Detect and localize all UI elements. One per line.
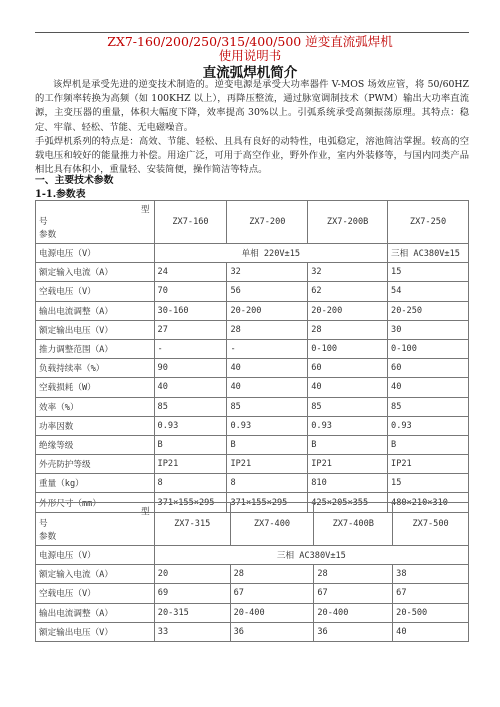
row-label: 电源电压（V） bbox=[36, 244, 155, 263]
table-row bbox=[36, 378, 469, 397]
row-label: 空载电压（V） bbox=[36, 282, 155, 301]
cell-value: 0-100 bbox=[308, 339, 388, 358]
table-row bbox=[36, 397, 469, 416]
table-row bbox=[36, 603, 469, 622]
cell-value: 30-160 bbox=[154, 301, 227, 320]
cell-value: IP21 bbox=[308, 455, 388, 474]
table-row bbox=[36, 301, 469, 320]
cell-value: 40 bbox=[388, 378, 469, 397]
row-label: 功率因数 bbox=[36, 416, 155, 435]
cell-value: 24 bbox=[154, 263, 227, 282]
table-body bbox=[36, 263, 469, 512]
subsection-heading: 1-1.参数表 bbox=[35, 189, 86, 200]
row-label: 推力调整范围（A） bbox=[36, 339, 155, 358]
cell-value: IP21 bbox=[227, 455, 308, 474]
row-label: 外壳防护等级 bbox=[36, 455, 155, 474]
section-heading: 一、主要技术参数 bbox=[35, 175, 114, 186]
cell-value: 20-250 bbox=[388, 301, 469, 320]
cell-value: 30 bbox=[388, 320, 469, 339]
spec-table-1 bbox=[35, 200, 469, 513]
cell-value: 38 bbox=[393, 565, 469, 584]
table-row bbox=[36, 455, 469, 474]
table-row bbox=[36, 416, 469, 435]
row-label: 重量（kg） bbox=[36, 474, 155, 493]
intro-heading: 直流弧焊机简介 bbox=[202, 65, 298, 81]
cell-value: 85 bbox=[308, 397, 388, 416]
cell-value: 69 bbox=[154, 584, 230, 603]
table-row bbox=[36, 565, 469, 584]
table-row bbox=[36, 435, 469, 454]
cell-value: 8 bbox=[154, 474, 227, 493]
table-row bbox=[36, 359, 469, 378]
table-row bbox=[36, 263, 469, 282]
cell-value: 425×205×355 bbox=[308, 493, 388, 512]
row-label: 输出电流调整（A） bbox=[36, 301, 155, 320]
table-row bbox=[36, 320, 469, 339]
cell-value: 67 bbox=[393, 584, 469, 603]
cell-value: 40 bbox=[393, 622, 469, 641]
intro-paragraph-1: 该焊机是承受先进的逆变技术制造的。逆变电源是承受大功率器件 V-MOS 场效应管，将 50/60HZ 的工作频率转换为高频（如 100KHZ 以上），再降压整流，通过脉宽调制技术（PWM）输出大功率直流源，主变压器的重量，体积大幅度下降，效率提高 30%以上。引弧系统承受高频振荡原理。其特点：稳定、牢靠、轻松、节能、无电磁噪音。 bbox=[35, 79, 469, 133]
cell-value: 32 bbox=[308, 263, 388, 282]
supply-value: 三相 AC380V±15 bbox=[388, 244, 469, 263]
cell-value: 54 bbox=[388, 282, 469, 301]
table-row bbox=[36, 584, 469, 603]
cell-value: 60 bbox=[388, 359, 469, 378]
cell-value: - bbox=[154, 339, 227, 358]
cell-value: 28 bbox=[308, 320, 388, 339]
model-name: ZX7-400 bbox=[230, 503, 314, 546]
table-row bbox=[36, 244, 469, 263]
model-name: ZX7-500 bbox=[393, 503, 469, 546]
model-name: ZX7-200 bbox=[227, 201, 308, 244]
cell-value: 28 bbox=[314, 565, 393, 584]
spec-table-2 bbox=[35, 502, 469, 642]
supply-value: 单相 220V±15 bbox=[154, 244, 387, 263]
model-name: ZX7-160 bbox=[154, 201, 227, 244]
row-label: 外形尺寸（mm） bbox=[36, 493, 155, 512]
cell-value: 28 bbox=[230, 565, 314, 584]
cell-value: 371×155×295 bbox=[154, 493, 227, 512]
cell-value: 33 bbox=[154, 622, 230, 641]
intro-body bbox=[35, 78, 469, 177]
cell-value: - bbox=[227, 339, 308, 358]
model-name: ZX7-200B bbox=[308, 201, 388, 244]
document-title-line1: ZX7-160/200/250/315/400/500 逆变直流弧焊机 bbox=[107, 34, 393, 49]
cell-value: 90 bbox=[154, 359, 227, 378]
model-name: ZX7-250 bbox=[388, 201, 469, 244]
table-header-row bbox=[36, 201, 469, 244]
document-title-line2: 使用说明书 bbox=[218, 48, 282, 63]
cell-value: 20-200 bbox=[227, 301, 308, 320]
cell-value: 0.93 bbox=[154, 416, 227, 435]
cell-value: 67 bbox=[230, 584, 314, 603]
table-row bbox=[36, 282, 469, 301]
table-body bbox=[36, 565, 469, 642]
hao-label: 号 bbox=[39, 519, 48, 529]
cell-value: 20 bbox=[154, 565, 230, 584]
model-name: ZX7-400B bbox=[314, 503, 393, 546]
row-label: 电源电压（V） bbox=[36, 546, 155, 565]
cell-value: 85 bbox=[388, 397, 469, 416]
cell-value: 40 bbox=[154, 378, 227, 397]
table-row bbox=[36, 622, 469, 641]
row-label: 效率（%） bbox=[36, 397, 155, 416]
cell-value: 0.93 bbox=[388, 416, 469, 435]
cell-value: 40 bbox=[227, 378, 308, 397]
cell-value: 20-400 bbox=[230, 603, 314, 622]
row-label: 额定输出电压（V） bbox=[36, 320, 155, 339]
cell-value: B bbox=[308, 435, 388, 454]
cell-value: B bbox=[388, 435, 469, 454]
cell-value: 8 bbox=[227, 474, 308, 493]
table-row bbox=[36, 474, 469, 493]
row-label: 输出电流调整（A） bbox=[36, 603, 155, 622]
row-label: 空载损耗（W） bbox=[36, 378, 155, 397]
cell-value: 28 bbox=[227, 320, 308, 339]
cell-value: 56 bbox=[227, 282, 308, 301]
row-label: 空载电压（V） bbox=[36, 584, 155, 603]
cell-value: 0.93 bbox=[308, 416, 388, 435]
cell-value: 36 bbox=[230, 622, 314, 641]
row-label: 额定输入电流（A） bbox=[36, 263, 155, 282]
model-header-cell bbox=[36, 201, 155, 244]
cell-value: 15 bbox=[388, 474, 469, 493]
row-label: 负载持续率（%） bbox=[36, 359, 155, 378]
intro-paragraph-2: 手弧焊机系列的特点是：高效、节能、轻松、且具有良好的动特性，电弧稳定，溶池简洁掌握。较高的空载电压和较好的能量推力补偿。用途广泛，可用于高空作业，野外作业，室内外装修等，与国内同类产品相比具有体积小，重量轻、安装简便，操作简洁等特点。 bbox=[35, 135, 469, 176]
cell-value: 70 bbox=[154, 282, 227, 301]
cell-value: 20-500 bbox=[393, 603, 469, 622]
cell-value: 27 bbox=[154, 320, 227, 339]
cell-value: 60 bbox=[308, 359, 388, 378]
cell-value: 36 bbox=[314, 622, 393, 641]
cell-value: B bbox=[227, 435, 308, 454]
table-row bbox=[36, 339, 469, 358]
cell-value: 20-315 bbox=[154, 603, 230, 622]
model-label: 型 bbox=[141, 507, 150, 517]
cell-value: IP21 bbox=[388, 455, 469, 474]
cell-value: 480×210×310 bbox=[388, 493, 469, 512]
row-label: 额定输入电流（A） bbox=[36, 565, 155, 584]
supply-value: 三相 AC380V±15 bbox=[154, 546, 468, 565]
cell-value: 15 bbox=[388, 263, 469, 282]
cell-value: 62 bbox=[308, 282, 388, 301]
cell-value: 0-100 bbox=[388, 339, 469, 358]
hao-label: 号 bbox=[39, 217, 48, 227]
cell-value: 32 bbox=[227, 263, 308, 282]
model-name: ZX7-315 bbox=[154, 503, 230, 546]
cell-value: 371×155×295 bbox=[227, 493, 308, 512]
row-label: 绝缘等级 bbox=[36, 435, 155, 454]
row-label: 额定输出电压（V） bbox=[36, 622, 155, 641]
cell-value: IP21 bbox=[154, 455, 227, 474]
cell-value: 20-200 bbox=[308, 301, 388, 320]
model-label: 型 bbox=[140, 205, 150, 215]
cell-value: 20-400 bbox=[314, 603, 393, 622]
cell-value: 40 bbox=[308, 378, 388, 397]
table-header-row bbox=[36, 503, 469, 546]
cell-value: B bbox=[154, 435, 227, 454]
top-rule bbox=[35, 32, 469, 33]
cell-value: 85 bbox=[227, 397, 308, 416]
cell-value: 40 bbox=[227, 359, 308, 378]
model-header-cell bbox=[36, 503, 155, 546]
param-label: 参数 bbox=[39, 230, 57, 240]
cell-value: 810 bbox=[308, 474, 388, 493]
cell-value: 67 bbox=[314, 584, 393, 603]
param-label: 参数 bbox=[39, 532, 57, 542]
table-row bbox=[36, 546, 469, 565]
cell-value: 0.93 bbox=[227, 416, 308, 435]
cell-value: 85 bbox=[154, 397, 227, 416]
